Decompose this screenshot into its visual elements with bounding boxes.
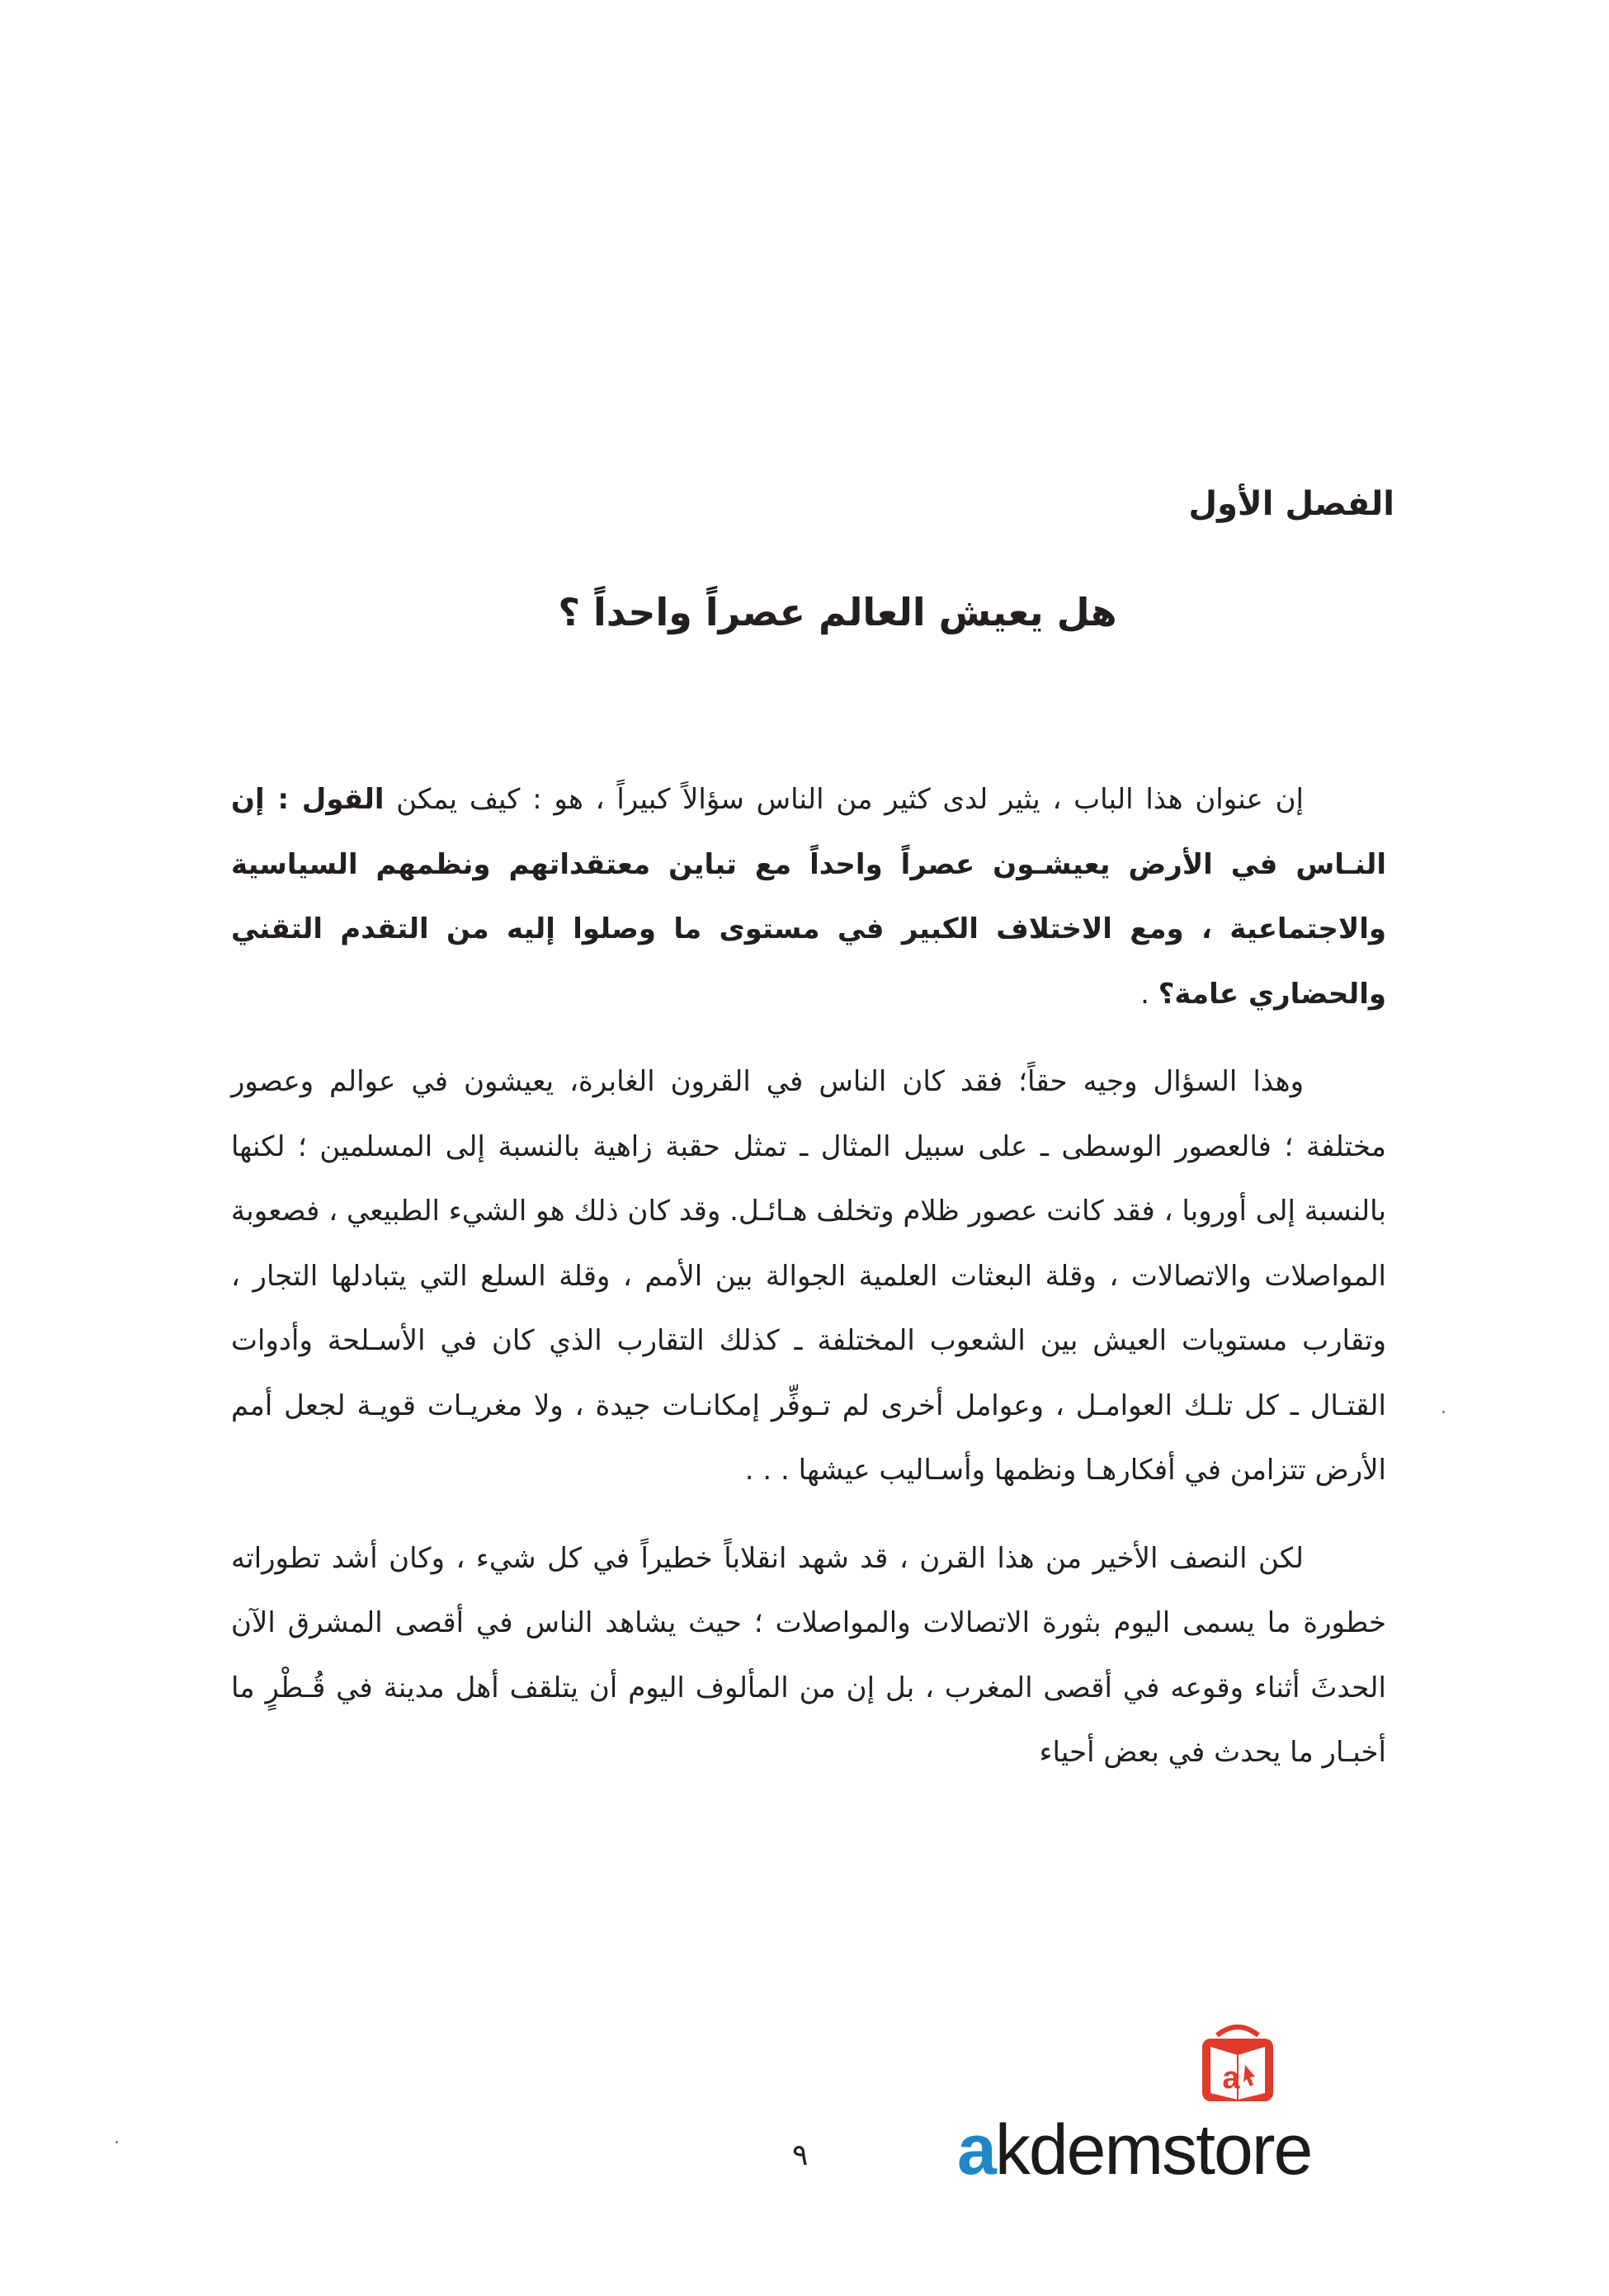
store-name-rest: kdemstore [994,2110,1312,2190]
store-watermark-logo [957,2017,1403,2199]
paragraph-2: وهذا السؤال وجيه حقاً؛ فقد كان الناس في القرون الغابرة، يعيشون في عوالم وعصور مختلفة ؛ فالعصور الوسطى ـ على سبيل المثال ـ تمثل حقبة زاهية بالنسبة إلى المسلمين ؛ لكنها بالنسبة إلى أوروبا ، فقد كانت عصور ظلام وتخلف هـائـل. وقد كان ذلك هو الشيء الطبيعي ، فصعوبة المواصلات والاتصالات ، وقلة البعثات العلمية الجوالة بين الأمم ، وقلة السلع التي يتبادلها التجار ، وتقارب مستويات العيش بين الشعوب المختلفة ـ كذلك التقارب الذي كان في الأسـلحة وأدوات القتـال ـ كل تلـك العوامـل ، وعوامل أخرى لم تـوفِّر إمكانـات جيدة ، ولا مغريـات قويـة لجعل أمم الأرض تتزامن في أفكارهـا ونظمها وأسـاليب عيشها . . . [231,1065,1386,1487]
badge-letter: a [1222,2061,1240,2096]
chapter-label: الفصل الأول [1188,485,1394,523]
paragraph-3: لكن النصف الأخير من هذا القرن ، قد شهد انقلاباً خطيراً في كل شيء ، وكان أشد تطوراته خطورة ما يسمى اليوم بثورة الاتصالات والمواصلات ؛ حيث يشاهد الناس في أقصى المشرق الآن الحدثَ أثناء وقوعه في أقصى المغرب ، بل إن من المألوف اليوم أن يتلقف أهل مدينة في قُـطْرٍ ما أخبـار ما يحدث في بعض أحياء [231,1541,1386,1769]
chapter-title: هل يعيش العالم عصراً واحداً ؟ [558,590,1117,634]
paragraph-1 [231,767,1386,1026]
paragraph-1-bold: القول : إن النـاس في الأرض يعيشـون عصراً واحداً مع تباين معتقداتهم ونظمهم السياسية والاجتماعية ، ومع الاختلاف الكبير في مستوى ما وصلوا إليه من التقدم التقني والحضاري عامة؟ [231,783,1386,1011]
scan-speck [116,2141,118,2143]
paragraph-1-lead: إن عنوان هذا الباب ، يثير لدى كثير من الناس سؤالاً كبيراً ، هو : كيف يمكن [384,783,1305,816]
scan-speck [1442,1411,1445,1413]
book-badge-icon [1192,2017,1283,2108]
store-name-accent: a [957,2110,995,2190]
store-name [957,2110,1312,2190]
paragraph-1-tail: . [1140,977,1158,1011]
page-number: ٩ [792,2138,809,2172]
body-text [231,767,1386,1808]
